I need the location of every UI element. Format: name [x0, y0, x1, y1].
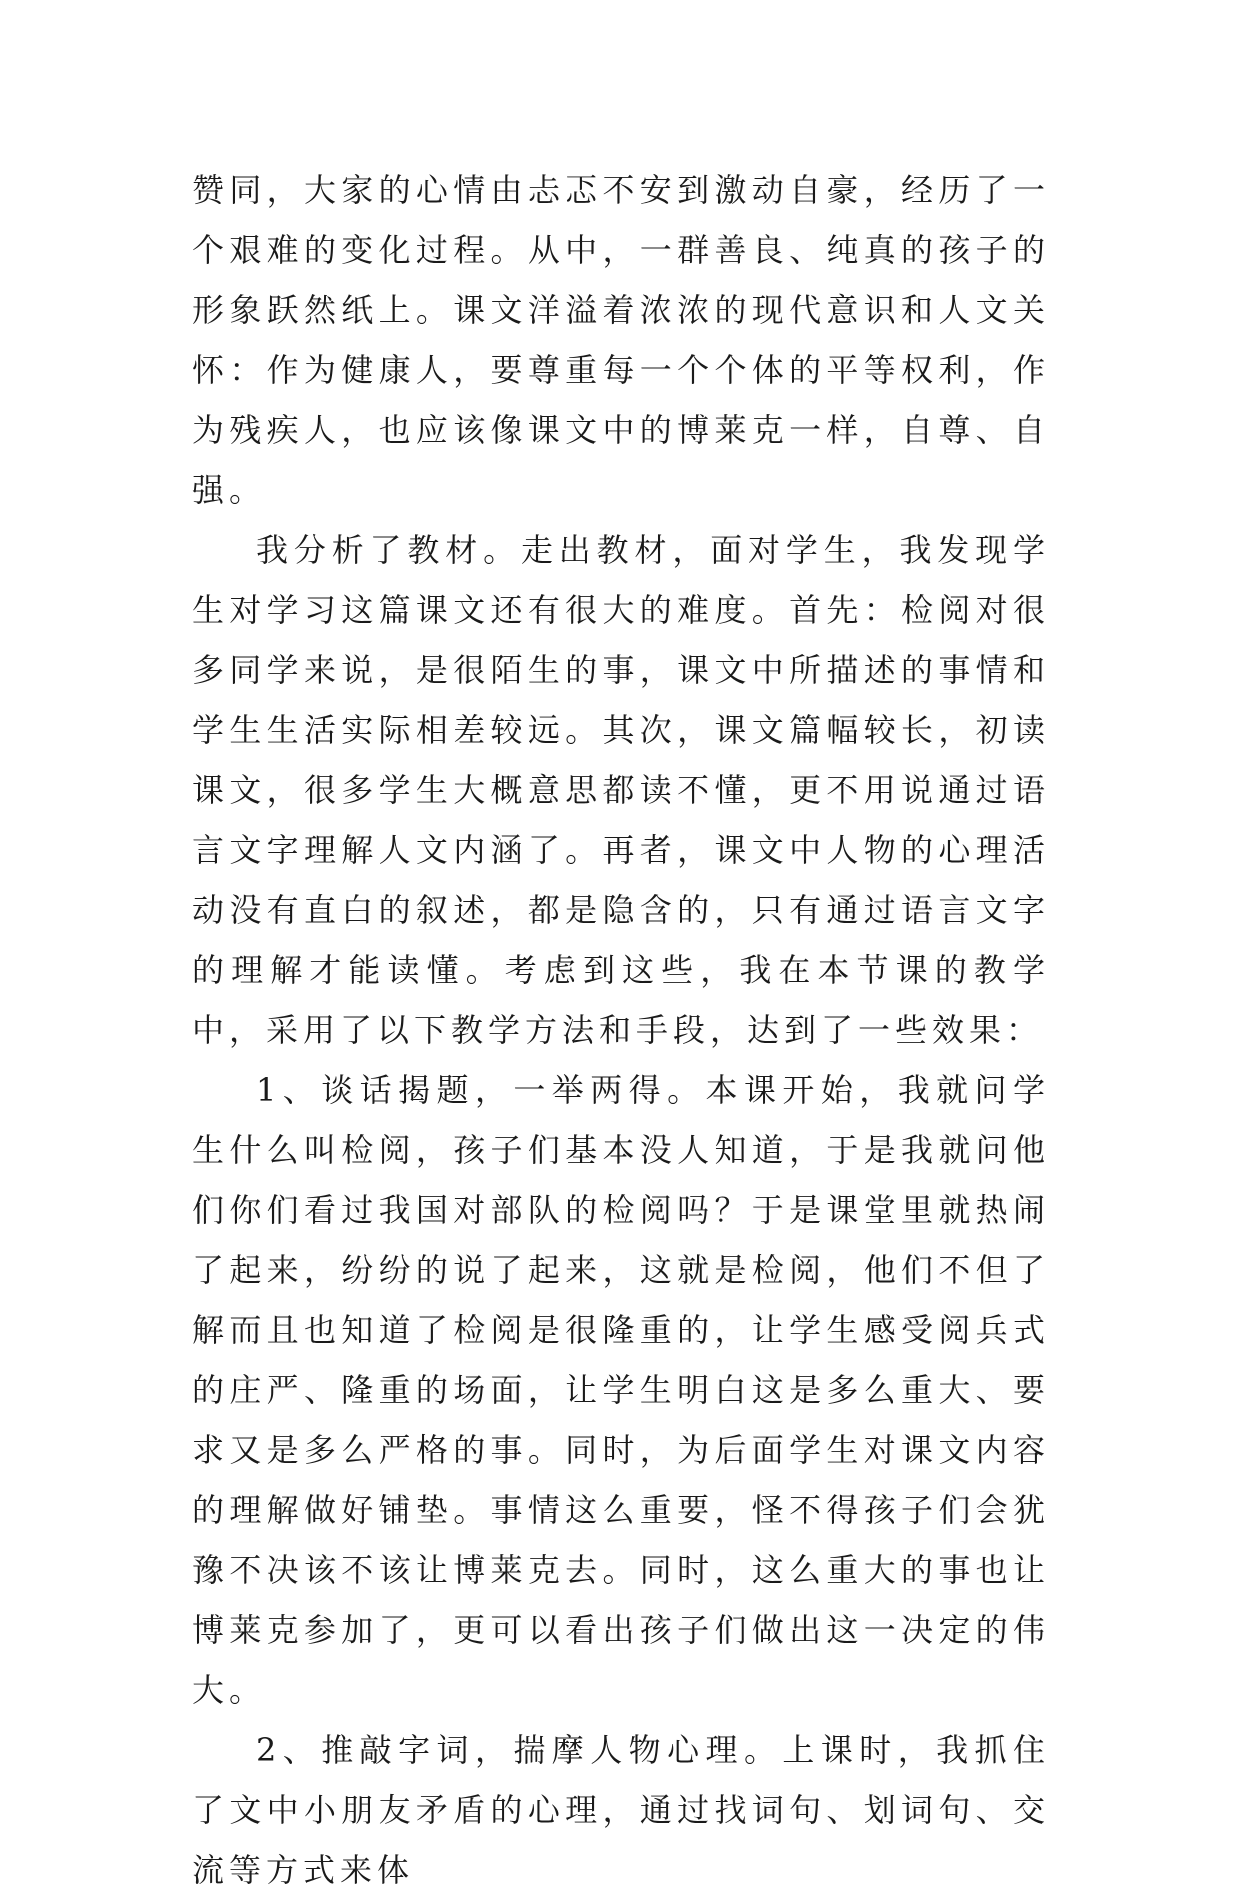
paragraph-4: 2、推敲字词，揣摩人物心理。上课时，我抓住了文中小朋友矛盾的心理，通过找词句、划词句、交流等方式来体 — [192, 1731, 1050, 1889]
paragraph-2: 我分析了教材。走出教材，面对学生，我发现学生对学习这篇课文还有很大的难度。首先：检阅对很多同学来说，是很陌生的事，课文中所描述的事情和学生生活实际相差较远。其次，课文篇幅较长，初读课文，很多学生大概意思都读不懂，更不用说通过语言文字理解人文内涵了。再者，课文中人物的心理活动没有直白的叙述，都是隐含的，只有通过语言文字的理解才能读懂。考虑到这些，我在本节课的教学中，采用了以下教学方法和手段，达到了一些效果： — [192, 531, 1050, 1049]
paragraph-3: 1、谈话揭题，一举两得。本课开始，我就问学生什么叫检阅，孩子们基本没人知道，于是我就问他们你们看过我国对部队的检阅吗？于是课堂里就热闹了起来，纷纷的说了起来，这就是检阅，他们不但了解而且也知道了检阅是很隆重的，让学生感受阅兵式的庄严、隆重的场面，让学生明白这是多么重大、要求又是多么严格的事。同时，为后面学生对课文内容的理解做好铺垫。事情这么重要，怪不得孩子们会犹豫不决该不该让博莱克去。同时，这么重大的事也让博莱克参加了，更可以看出孩子们做出这一决定的伟大。 — [192, 1071, 1050, 1709]
paragraph-1: 赞同，大家的心情由忐忑不安到激动自豪，经历了一个艰难的变化过程。从中，一群善良、纯真的孩子的形象跃然纸上。课文洋溢着浓浓的现代意识和人文关怀：作为健康人，要尊重每一个个体的平等权利，作为残疾人，也应该像课文中的博莱克一样，自尊、自强。 — [192, 171, 1050, 509]
body-text — [192, 160, 1050, 1900]
